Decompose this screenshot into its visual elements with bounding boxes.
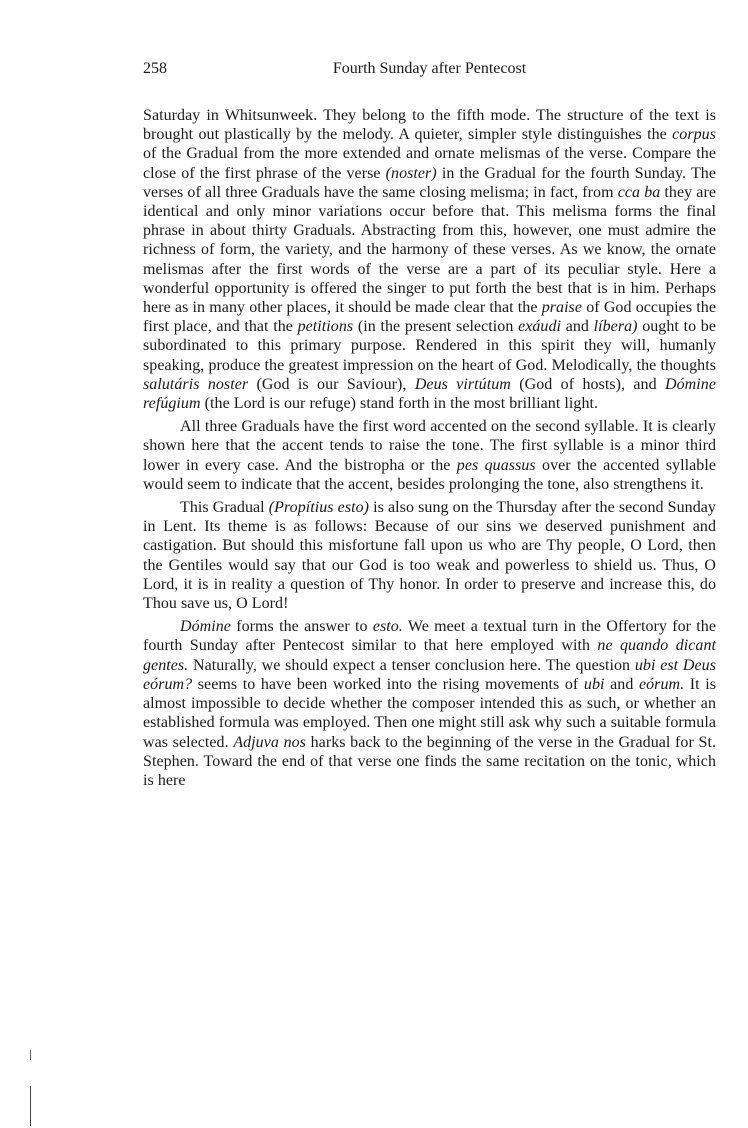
- italic-term: Adjuva nos: [233, 733, 306, 751]
- page-header: [143, 60, 716, 84]
- text-run: (in the present selection: [353, 318, 519, 336]
- italic-term: Dómine refúgium: [143, 375, 716, 413]
- text-run: harks back to the beginning of the verse in the Gradual for St. Stephen. Toward the end of that verse one finds the same recitation on the tonic, which is here: [143, 733, 717, 789]
- paragraph-continued: [143, 106, 716, 413]
- italic-term: eórum.: [638, 675, 685, 693]
- text-run: (God is our Saviour),: [248, 375, 415, 393]
- body-text: [143, 106, 716, 790]
- text-run: Naturally, we should expect a tenser conclusion here. The question: [188, 656, 635, 674]
- text-run: All three Graduals have the first word accented on the second syllable. It is clearly shown here that the accent tends to raise the tone. The first syllable is a minor third lower in every case. And the bistropha or the: [143, 418, 716, 474]
- text-run: they are identical and only minor variations occur before that. This melisma forms the final phrase in about thirty Graduals. Abstracting from this, however, one must admire the richness of form, the variety, and the harmony of these verses. As we know, the ornate melismas after the first words of the verse are a part of its peculiar style. Here a wonderful opportunity is offered the singer to put forth the best that is in him. Perhaps here as in many other places, it should be made clear that the: [143, 183, 716, 317]
- italic-term: (Propítius esto): [268, 499, 370, 517]
- text-run: seems to have been worked into the rising movements of: [192, 675, 584, 693]
- italic-term: líbera): [593, 318, 638, 336]
- text-run: of God occupies the first place, and that the: [143, 299, 716, 336]
- italic-term: (noster): [385, 164, 437, 182]
- text-run: It is almost impossible to decide whether the composer intended this as such, or whether an established formula was employed. Then one might still ask why such a suitable formula was selected.: [143, 675, 716, 751]
- running-title: Fourth Sunday after Pentecost: [332, 60, 527, 77]
- page-number: 258: [143, 60, 167, 77]
- paragraph-graduals-accent: [143, 417, 716, 494]
- paragraph-domine-answer: [143, 617, 716, 790]
- text-run: and: [561, 318, 594, 336]
- text-run: This Gradual: [180, 499, 269, 517]
- text-run: ought to be subordinated to this primary purpose. Rendered in this spirit they will, humanly speaking, produce the greatest impression on the heart of God. Melodically, the thoughts: [143, 318, 717, 374]
- book-page: [143, 60, 716, 794]
- text-run: Saturday in Whitsunweek. They belong to the fifth mode. The structure of the text is brought out plastically by the melody. A quieter, simpler style distinguishes the: [143, 107, 716, 144]
- text-run: over the accented syllable would seem to indicate that the accent, besides prolonging the tone, also strengthens it.: [143, 456, 717, 493]
- text-run: forms the answer to: [230, 618, 373, 636]
- italic-term: praise: [541, 299, 582, 317]
- text-run: of the Gradual from the more extended and ornate melismas of the verse. Compare the close of the first phrase of the verse: [143, 145, 716, 182]
- italic-term: corpus: [672, 126, 716, 144]
- text-run: and: [604, 675, 639, 693]
- italic-term: ubi: [583, 675, 605, 693]
- italic-term: salutáris noster: [143, 375, 249, 393]
- italic-term: petitions: [297, 318, 354, 336]
- italic-term: Deus virtútum: [414, 375, 511, 393]
- italic-term: cca ba: [617, 183, 661, 201]
- italic-term: pes quassus: [456, 456, 536, 474]
- italic-term: ubi est Deus eórum?: [143, 656, 716, 693]
- italic-term: ne quando dicant gentes.: [143, 637, 716, 674]
- text-run: We meet a textual turn in the Offertory for the fourth Sunday after Pentecost similar to that here employed with: [143, 618, 716, 655]
- paragraph-propitius-esto: [143, 498, 716, 613]
- text-run: in the Gradual for the fourth Sunday. The verses of all three Graduals have the same closing melisma; in fact, from: [143, 164, 716, 201]
- text-run: is also sung on the Thursday after the second Sunday in Lent. Its theme is as follows: Because of our sins we deserved punishment and castigation. But should this misfortune fall upon us who are Thy people, O Lord, then the Gentiles would say that our God is too weak and powerless to shield us. Thus, O Lord, it is in reality a question of Thy honor. In order to preserve and increase this, do Thou save us, O Lord!: [143, 499, 716, 613]
- text-run: (the Lord is our refuge) stand forth in the most brilliant light.: [200, 395, 599, 413]
- text-run: (God of hosts), and: [510, 375, 666, 393]
- italic-term: esto.: [372, 618, 403, 636]
- italic-term: Dómine: [180, 618, 231, 636]
- italic-term: exáudi: [518, 318, 562, 336]
- margin-rule: [30, 1050, 31, 1126]
